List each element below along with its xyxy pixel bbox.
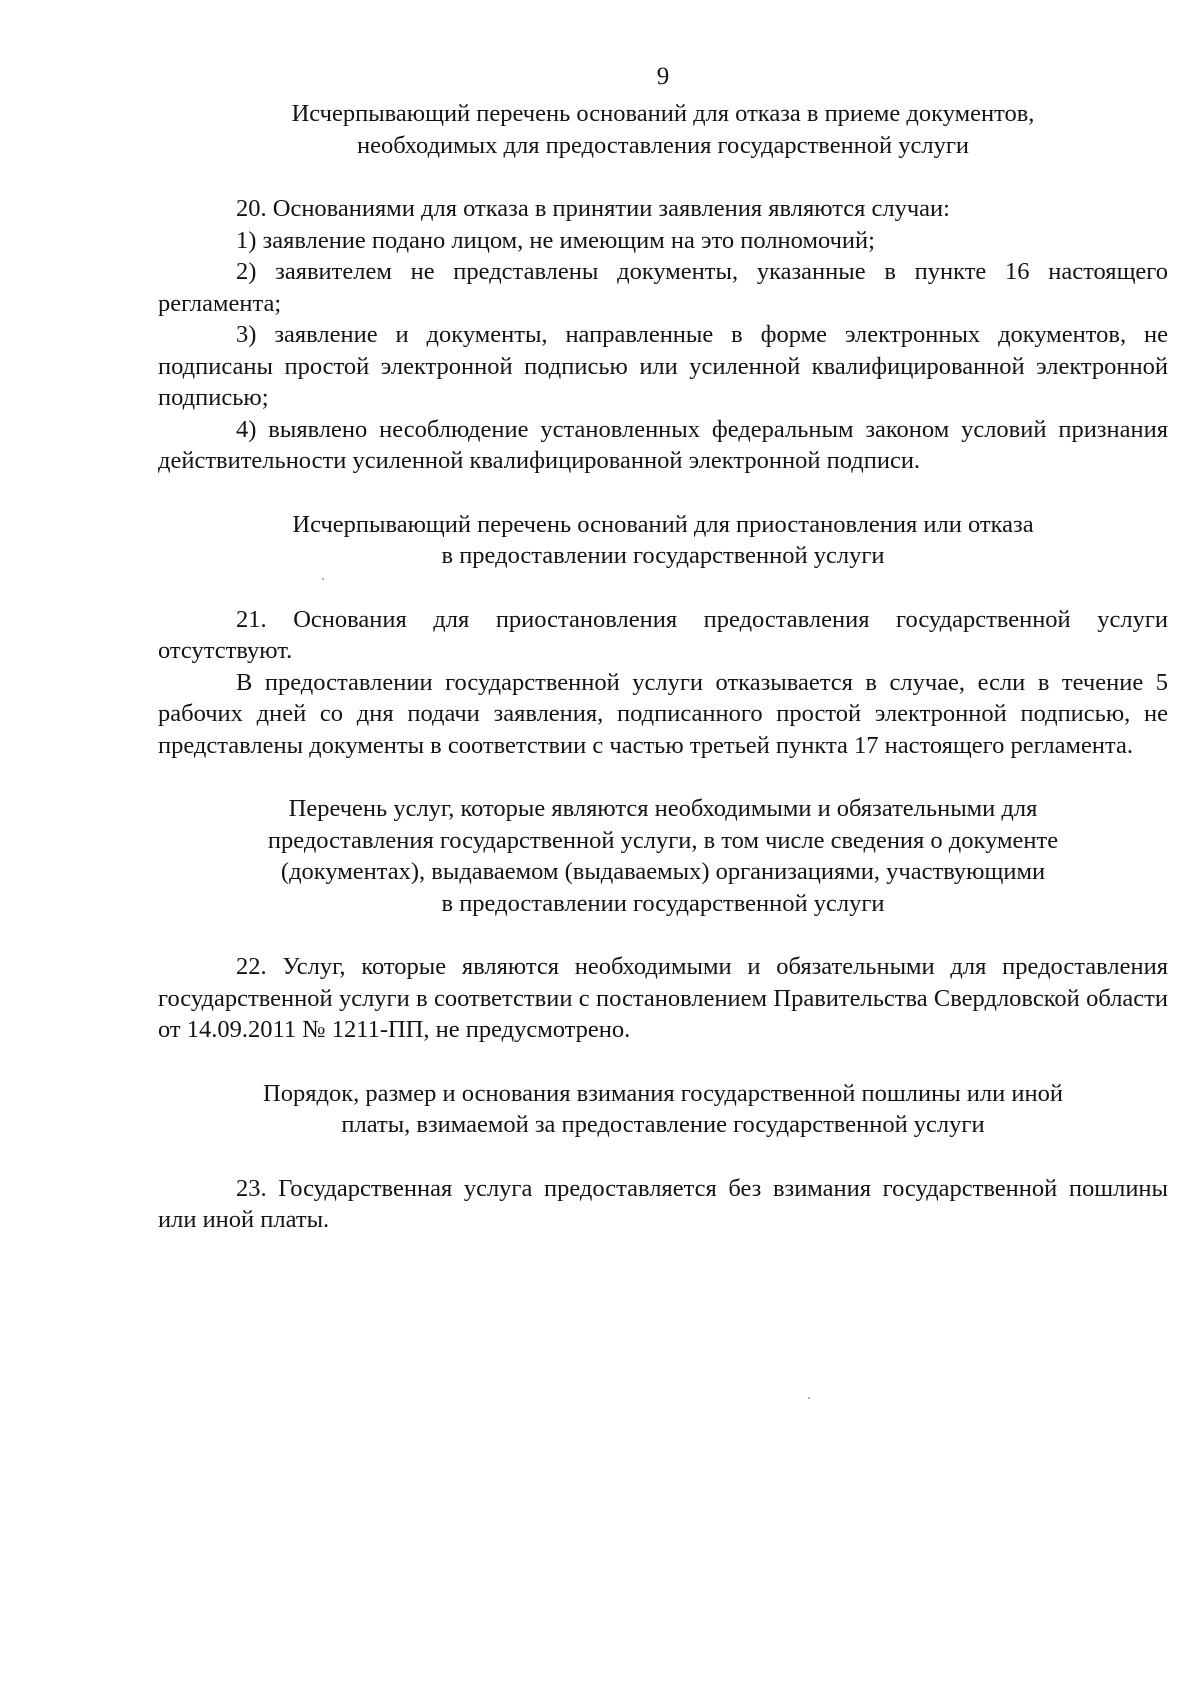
heading-line: предоставления государственной услуги, в том числе сведения о документе [267,826,1059,854]
paragraph-22: 22. Услуг, которые являются необходимыми и обязательными для предоставления государственной услуги в соответствии с постановлением Правительства Свердловской области от 14.09.2011 № 1211-ПП, не предусмотрено. [158,953,1168,1043]
heading-line: платы, взимаемой за предоставление государственной услуги [341,1111,985,1138]
heading-line: Перечень услуг, которые являются необходимыми и обязательными для [288,795,1038,822]
heading-line: необходимых для предоставления государственной услуги [356,131,970,159]
heading-line: Исчерпывающий перечень оснований для приостановления или отказа [292,510,1034,538]
scan-speck [808,1397,810,1399]
paragraph-20-item-1: 1) заявление подано лицом, не имеющим на это полномочий; [236,226,875,254]
heading-line: в предоставлении государственной услуги [441,889,885,917]
page-number: 9 [656,63,670,90]
heading-line: в предоставлении государственной услуги [441,542,885,569]
section-heading-fee [194,1078,1132,1141]
paragraph-20: 20. Основаниями для отказа в принятии заявления являются случаи: [236,195,950,222]
paragraph-21-refusal: В предоставлении государственной услуги отказывается в случае, если в течение 5 рабочих дней со дня подачи заявления, подписанного простой электронной подписью, не представлены документы в соответствии с частью третьей пункта 17 настоящего регламента. [158,668,1168,759]
document-page [158,62,1168,1236]
paragraph-20-item-4: 4) выявлено несоблюдение установленных федеральным законом условий признания действительности усиленной квалифицированной электронной подписи. [158,415,1168,474]
heading-line: Исчерпывающий перечень оснований для отказа в приеме документов, [291,100,1035,127]
paragraph-23: 23. Государственная услуга предоставляется без взимания государственной пошлины или иной платы. [158,1174,1168,1233]
scan-speck [322,578,324,580]
paragraph-20-item-3: 3) заявление и документы, направленные в форме электронных документов, не подписаны простой электронной подписью или усиленной квалифицированной электронной подписью; [158,321,1168,411]
paragraph-21: 21. Основания для приостановления предоставления государственной услуги отсутствуют. [158,605,1168,664]
section-heading-required-services [194,793,1132,919]
section-heading-refusal-acceptance [194,98,1132,161]
paragraph-20-item-2: 2) заявителем не представлены документы, указанные в пункте 16 настоящего регламента; [158,258,1168,317]
heading-line: Порядок, размер и основания взимания государственной пошлины или иной [263,1079,1063,1107]
heading-line: (документах), выдаваемом (выдаваемых) организациями, участвующими [280,858,1046,885]
section-heading-suspension-refusal [194,509,1132,572]
